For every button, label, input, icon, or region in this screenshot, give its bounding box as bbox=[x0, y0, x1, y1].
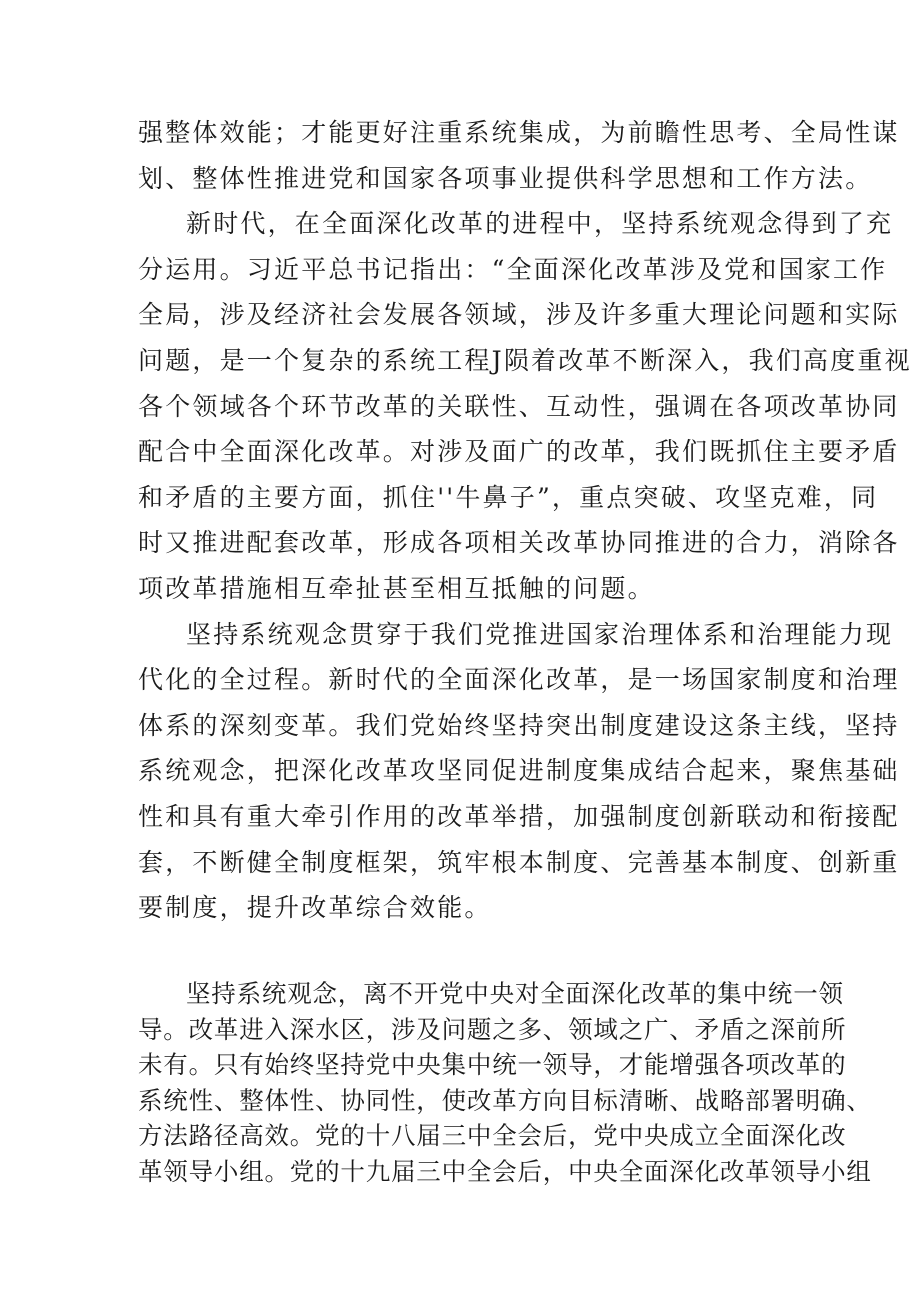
paragraph-4 bbox=[138, 976, 872, 1189]
text-line: 配合中全面深化改革。对涉及面广的改革，我们既抓住主要矛盾 bbox=[138, 437, 900, 467]
document-body-tail bbox=[138, 976, 872, 1189]
text-line: 全局，涉及经济社会发展各领域，涉及许多重大理论问题和实际 bbox=[138, 300, 900, 330]
text-line: 坚持系统观念贯穿于我们党推进国家治理体系和治理能力现 bbox=[186, 619, 894, 649]
text-line: 坚持系统观念，离不开党中央对全面深化改革的集中统一领 bbox=[186, 979, 844, 1008]
text-line: 未有。只有始终坚持党中央集中统一领导，才能增强各项改革的 bbox=[138, 1050, 847, 1079]
paragraph-1 bbox=[138, 110, 900, 201]
text-line: 和矛盾的主要方面，抓住''牛鼻子”，重点突破、攻坚克难，同 bbox=[138, 482, 879, 512]
text-line: 强整体效能；才能更好注重系统集成，为前瞻性思考、全局性谋 bbox=[138, 118, 900, 147]
text-line: 项改革措施相互牵扯甚至相互抵触的问题。 bbox=[138, 573, 655, 603]
text-line: 各个领域各个环节改革的关联性、互动性，强调在各项改革协同 bbox=[138, 391, 900, 421]
text-line: 划、整体性推进党和国家各项事业提供科学思想和工作方法。 bbox=[138, 163, 873, 193]
text-line: 代化的全过程。新时代的全面深化改革，是一场国家制度和治理 bbox=[138, 665, 900, 695]
text-line: 问题，是一个复杂的系统工程J陨着改革不断深入，我们高度重视 bbox=[138, 345, 912, 375]
text-line: 要制度，提升改革综合效能。 bbox=[138, 893, 492, 923]
text-line: 时又推进配套改革，形成各项相关改革协同推进的合力，消除各 bbox=[138, 528, 900, 558]
paragraph-3 bbox=[138, 612, 900, 931]
text-line: 体系的深刻变革。我们党始终坚持突出制度建设这条主线，坚持 bbox=[138, 710, 900, 740]
text-line: 导。改革进入深水区，涉及问题之多、领域之广、矛盾之深前所 bbox=[138, 1014, 847, 1044]
text-line: 系统性、整体性、协同性，使改革方向目标清晰、战略部署明确、 bbox=[138, 1085, 872, 1115]
text-line: 套，不断健全制度框架，筑牢根本制度、完善基本制度、创新重 bbox=[138, 847, 900, 877]
paragraph-2 bbox=[138, 201, 912, 611]
document-body-main bbox=[138, 110, 912, 931]
text-line: 方法路径高效。党的十八届三中全会后，党中央成立全面深化改 bbox=[138, 1121, 847, 1150]
text-line: 新时代，在全面深化改革的进程中，坚持系统观念得到了充 bbox=[186, 209, 894, 239]
text-line: 分运用。习近平总书记指出：“全面深化改革涉及党和国家工作 bbox=[138, 254, 888, 284]
text-line: 系统观念，把深化改革攻坚同促进制度集成结合起来，聚焦基础 bbox=[138, 756, 900, 786]
text-line: 革领导小组。党的十九届三中全会后，中央全面深化改革领导小组 bbox=[138, 1156, 872, 1186]
text-line: 性和具有重大牵引作用的改革举措，加强制度创新联动和衔接配 bbox=[138, 801, 900, 831]
